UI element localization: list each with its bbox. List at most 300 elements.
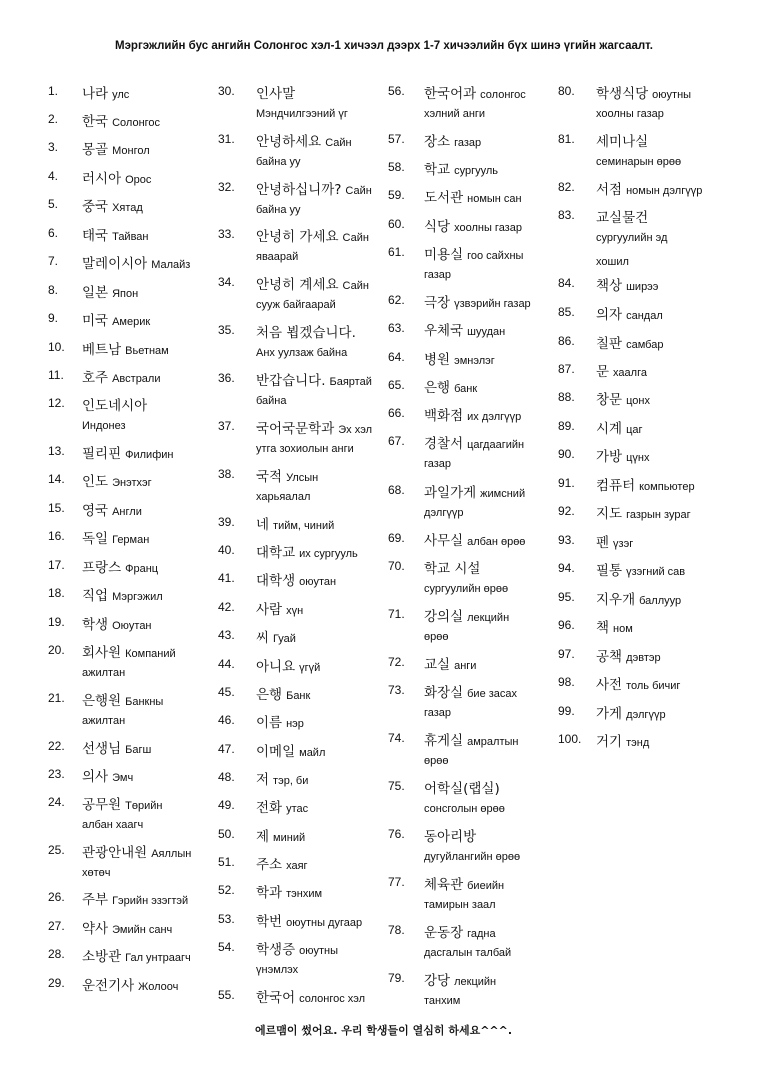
entry-word-line — [424, 432, 524, 452]
entry-word-line — [256, 417, 372, 437]
entry-number: 3. — [48, 140, 59, 154]
mongolian-translation-continuation: Анх уулзаж байна — [256, 347, 348, 359]
entry-number: 12. — [48, 396, 65, 410]
mongolian-translation: үзвэрийн газар — [454, 298, 531, 310]
mongolian-translation-continuation: үнэмлэх — [256, 964, 299, 976]
entry-number: 11. — [48, 368, 64, 382]
entry-word-line — [256, 321, 356, 341]
entry-number: 74. — [388, 731, 405, 745]
korean-word: 교실 — [424, 657, 451, 673]
mongolian-translation: улс — [112, 89, 130, 101]
entry-word-line — [424, 130, 481, 150]
entry-word-line — [424, 557, 480, 577]
entry-word-line — [82, 394, 147, 414]
entry-word-line — [256, 626, 296, 646]
korean-word: 과일가게 — [424, 485, 477, 501]
korean-word: 러시아 — [82, 171, 122, 187]
entry-number: 36. — [218, 371, 235, 385]
korean-word: 태국 — [82, 228, 109, 244]
korean-word: 운전기사 — [82, 978, 135, 994]
vocab-entry-continuation: хошил — [596, 256, 629, 268]
entry-number: 46. — [218, 713, 235, 727]
entry-number: 8. — [48, 283, 59, 297]
entry-word-line — [596, 445, 649, 465]
korean-word: 미국 — [82, 313, 109, 329]
mongolian-translation-continuation: өрөө — [424, 631, 449, 643]
entry-number: 51. — [218, 855, 235, 869]
korean-word: 가게 — [596, 706, 623, 722]
mongolian-translation-continuation: газар — [424, 269, 452, 281]
entry-word-line — [256, 986, 365, 1006]
korean-word: 한국 — [82, 114, 109, 130]
korean-word: 도서관 — [424, 190, 464, 206]
entry-number: 83. — [558, 208, 575, 222]
korean-word: 체육관 — [424, 877, 464, 893]
mongolian-translation: Малайз — [151, 259, 191, 271]
entry-word-line — [596, 730, 649, 750]
korean-word: 은행 — [256, 687, 283, 703]
korean-word: 가방 — [596, 449, 623, 465]
korean-word: 몽골 — [82, 142, 109, 158]
entry-word-line — [424, 921, 496, 941]
entry-word-line — [256, 825, 305, 845]
mongolian-translation: Гал унтраагч — [125, 952, 191, 964]
mongolian-translation: Багш — [125, 744, 152, 756]
entry-word-line — [596, 332, 663, 352]
entry-word-line — [424, 348, 495, 368]
entry-word-line — [424, 481, 525, 501]
entry-word-line — [424, 653, 476, 673]
entry-word-line — [256, 796, 308, 816]
mongolian-translation: цагдаагийн — [467, 439, 525, 451]
entry-word-line — [596, 303, 663, 323]
mongolian-translation: Австрали — [112, 373, 161, 385]
entry-number: 63. — [388, 321, 405, 335]
korean-word: 말레이시아 — [82, 256, 148, 272]
korean-word: 은행 — [424, 380, 451, 396]
entry-number: 78. — [388, 923, 405, 937]
korean-word: 학교 — [424, 162, 451, 178]
mongolian-translation: толь бичиг — [626, 680, 681, 692]
entry-number: 26. — [48, 890, 65, 904]
mongolian-translation-continuation: яваарай — [256, 251, 299, 263]
entry-word-line — [596, 130, 648, 150]
entry-word-line — [256, 513, 334, 533]
entry-word-line — [82, 442, 173, 462]
entry-number: 23. — [48, 767, 65, 781]
mongolian-translation: Баяртай — [329, 376, 372, 388]
mongolian-translation: Компаний — [125, 648, 176, 660]
entry-word-line — [82, 252, 190, 272]
entry-number: 80. — [558, 84, 575, 98]
korean-word: 창문 — [596, 392, 623, 408]
entry-number: 4. — [48, 169, 59, 183]
entry-number: 79. — [388, 971, 405, 985]
mongolian-translation: лекцийн — [467, 612, 510, 624]
korean-word: 학생증 — [256, 942, 296, 958]
entry-number: 67. — [388, 434, 405, 448]
entry-number: 39. — [218, 515, 235, 529]
korean-word: 대학생 — [256, 573, 296, 589]
korean-word: 안녕히 가세요 — [256, 229, 339, 245]
entry-number: 24. — [48, 795, 65, 809]
mongolian-translation: Сайн — [345, 185, 372, 197]
korean-word: 안녕하세요 — [256, 134, 322, 150]
entry-number: 18. — [48, 586, 65, 600]
korean-word: 학생식당 — [596, 86, 649, 102]
mongolian-translation: анги — [454, 660, 477, 672]
korean-word: 미용실 — [424, 247, 464, 263]
mongolian-translation: Тайван — [112, 231, 149, 243]
korean-word: 제 — [256, 829, 270, 845]
entry-word-line — [82, 945, 191, 965]
korean-word: 필통 — [596, 563, 623, 579]
korean-word: 서점 — [596, 182, 623, 198]
korean-word: 주소 — [256, 857, 283, 873]
entry-number: 55. — [218, 988, 235, 1002]
korean-word: 칠판 — [596, 336, 623, 352]
mongolian-translation: Америк — [112, 316, 151, 328]
entry-word-line — [256, 938, 338, 958]
mongolian-translation: газар — [454, 137, 482, 149]
entry-number: 42. — [218, 600, 235, 614]
entry-word-line — [82, 338, 169, 358]
mongolian-translation-continuation: байна уу — [256, 156, 301, 168]
mongolian-translation-continuation: газар — [424, 707, 452, 719]
mongolian-translation: сургууль — [454, 165, 499, 177]
korean-word: 필리핀 — [82, 446, 122, 462]
mongolian-translation: номын дэлгүүр — [626, 185, 703, 197]
entry-number: 31. — [218, 132, 235, 146]
entry-number: 82. — [558, 180, 575, 194]
entry-word-line — [82, 167, 151, 187]
mongolian-translation-continuation: харьяалал — [256, 491, 311, 503]
mongolian-translation-continuation: ажилтан — [82, 667, 126, 679]
entry-number: 59. — [388, 188, 405, 202]
entry-word-line — [424, 376, 477, 396]
entry-number: 17. — [48, 558, 65, 572]
entry-word-line — [256, 225, 369, 245]
mongolian-translation: гадна — [467, 928, 496, 940]
entry-number: 52. — [218, 883, 235, 897]
mongolian-translation: биеийн — [467, 880, 505, 892]
entry-word-line — [256, 569, 336, 589]
korean-word: 공책 — [596, 649, 623, 665]
entry-word-line — [256, 910, 362, 930]
entry-number: 53. — [218, 912, 235, 926]
korean-word: 우체국 — [424, 323, 464, 339]
korean-word: 중국 — [82, 199, 109, 215]
entry-word-line — [82, 82, 129, 102]
mongolian-translation: үзэг — [613, 538, 634, 550]
entry-word-line — [82, 527, 149, 547]
entry-number: 50. — [218, 827, 235, 841]
mongolian-translation: нэр — [286, 718, 304, 730]
entry-word-line — [424, 777, 500, 797]
entry-word-line — [596, 388, 650, 408]
mongolian-translation: Франц — [125, 563, 159, 575]
entry-word-line — [424, 729, 518, 749]
entry-word-line — [256, 655, 320, 675]
entry-word-line — [424, 291, 531, 311]
entry-number: 48. — [218, 770, 235, 784]
korean-word: 소방관 — [82, 949, 122, 965]
korean-word: 학생 — [82, 617, 109, 633]
mongolian-translation: гоо сайхны — [467, 250, 524, 262]
korean-word: 지우개 — [596, 592, 636, 608]
entry-word-line — [424, 873, 504, 893]
entry-number: 73. — [388, 683, 405, 697]
entry-number: 99. — [558, 704, 575, 718]
entry-word-line — [256, 740, 325, 760]
mongolian-translation: Орос — [125, 174, 152, 186]
mongolian-translation: тэнхим — [286, 888, 323, 900]
entry-number: 47. — [218, 742, 235, 756]
entry-word-line — [256, 82, 295, 102]
mongolian-translation-continuation: байна — [256, 395, 287, 407]
korean-word: 씨 — [256, 630, 270, 646]
entry-number: 66. — [388, 406, 405, 420]
entry-word-line — [256, 683, 310, 703]
entry-word-line — [256, 853, 308, 873]
entry-word-line — [424, 82, 526, 102]
mongolian-translation: Сайн — [342, 280, 369, 292]
entry-word-line — [82, 195, 143, 215]
mongolian-translation-continuation: Мэндчилгээний үг — [256, 108, 348, 120]
korean-word: 대학교 — [256, 545, 296, 561]
entry-number: 2. — [48, 112, 59, 126]
korean-word: 어학실(랩실) — [424, 781, 500, 797]
mongolian-translation: Филифин — [125, 449, 174, 461]
entry-number: 6. — [48, 226, 59, 240]
entry-word-line — [256, 465, 318, 485]
entry-word-line — [596, 274, 658, 294]
entry-word-line — [82, 793, 162, 813]
korean-word: 지도 — [596, 506, 623, 522]
korean-word: 교실물건 — [596, 210, 649, 226]
entry-word-line — [596, 82, 691, 102]
mongolian-translation: жимсний — [480, 488, 526, 500]
entry-number: 91. — [558, 476, 575, 490]
mongolian-translation-continuation: ажилтан — [82, 715, 126, 727]
mongolian-translation-continuation: хөтөч — [82, 867, 111, 879]
entry-number: 57. — [388, 132, 405, 146]
korean-word: 경찰서 — [424, 436, 464, 452]
entry-number: 97. — [558, 647, 575, 661]
entry-word-line — [596, 206, 648, 226]
mongolian-translation-continuation: утга зохиолын анги — [256, 443, 354, 455]
korean-word: 안녕히 계세요 — [256, 277, 339, 293]
entry-number: 40. — [218, 543, 235, 557]
entry-word-line — [256, 369, 372, 389]
entry-word-line — [82, 737, 151, 757]
entry-number: 92. — [558, 504, 575, 518]
mongolian-translation: оюутны дугаар — [286, 917, 363, 929]
korean-word: 베트남 — [82, 342, 122, 358]
entry-number: 96. — [558, 618, 575, 632]
korean-word: 의사 — [82, 769, 109, 785]
mongolian-translation: Гэрийн эзэгтэй — [112, 895, 189, 907]
entry-number: 34. — [218, 275, 235, 289]
entry-number: 32. — [218, 180, 235, 194]
entry-number: 5. — [48, 197, 59, 211]
korean-word: 화장실 — [424, 685, 464, 701]
entry-number: 14. — [48, 472, 65, 486]
mongolian-translation: их дэлгүүр — [467, 411, 522, 423]
entry-word-line — [82, 366, 161, 386]
korean-word: 문 — [596, 364, 610, 380]
entry-number: 58. — [388, 160, 405, 174]
mongolian-translation-continuation: сургуулийн өрөө — [424, 583, 509, 595]
korean-word: 사무실 — [424, 533, 464, 549]
entry-number: 30. — [218, 84, 235, 98]
entry-word-line — [596, 616, 633, 636]
entry-number: 61. — [388, 245, 405, 259]
mongolian-translation-continuation: хэлний анги — [424, 108, 486, 120]
korean-word: 책 — [596, 620, 610, 636]
korean-word: 프랑스 — [82, 560, 122, 576]
mongolian-translation: дэлгүүр — [626, 709, 666, 721]
korean-word: 세미나실 — [596, 134, 649, 150]
korean-word: 의자 — [596, 307, 623, 323]
korean-word: 학교 시설 — [424, 561, 481, 577]
entry-number: 84. — [558, 276, 575, 290]
entry-number: 64. — [388, 350, 405, 364]
entry-word-line — [82, 138, 150, 158]
mongolian-translation: оюутны — [652, 89, 692, 101]
mongolian-translation: баллуур — [639, 595, 682, 607]
mongolian-translation: цонх — [626, 395, 650, 407]
korean-word: 학번 — [256, 914, 283, 930]
entry-number: 1. — [48, 84, 59, 98]
mongolian-translation-continuation: дасгалын талбай — [424, 947, 512, 959]
entry-number: 60. — [388, 217, 405, 231]
entry-word-line — [82, 641, 176, 661]
mongolian-translation: ном — [613, 623, 633, 635]
entry-number: 85. — [558, 305, 575, 319]
entry-word-line — [256, 130, 352, 150]
entry-word-line — [82, 888, 188, 908]
korean-word: 독일 — [82, 531, 109, 547]
korean-word: 펜 — [596, 535, 610, 551]
entry-number: 86. — [558, 334, 575, 348]
mongolian-translation: солонгос — [480, 89, 526, 101]
mongolian-translation: газрын зураг — [626, 509, 691, 521]
mongolian-translation-continuation: сургуулийн эд — [596, 232, 668, 244]
entry-word-line — [82, 309, 150, 329]
korean-word: 한국어 — [256, 990, 296, 1006]
entry-number: 81. — [558, 132, 575, 146]
entry-word-line — [82, 556, 158, 576]
mongolian-translation: Эх хэл — [338, 424, 373, 436]
mongolian-translation: Аяллын — [151, 848, 192, 860]
entry-number: 88. — [558, 390, 575, 404]
mongolian-translation: Эмч — [112, 772, 134, 784]
mongolian-translation: амралтын — [467, 736, 519, 748]
mongolian-translation: Англи — [112, 506, 142, 518]
entry-number: 15. — [48, 501, 65, 515]
entry-word-line — [424, 186, 522, 206]
mongolian-translation: хүн — [286, 605, 304, 617]
mongolian-translation: Вьетнам — [125, 345, 169, 357]
mongolian-translation: Энэтхэг — [112, 477, 152, 489]
mongolian-translation: дэвтэр — [626, 652, 661, 664]
korean-word: 반갑습니다. — [256, 373, 326, 389]
entry-number: 21. — [48, 691, 65, 705]
entry-word-line — [596, 588, 681, 608]
mongolian-translation: лекцийн — [454, 976, 497, 988]
korean-word: 회사원 — [82, 645, 122, 661]
entry-number: 13. — [48, 444, 65, 458]
mongolian-translation-continuation: газар — [424, 458, 452, 470]
entry-word-line — [424, 243, 523, 263]
entry-word-line — [596, 531, 633, 551]
korean-word: 강의실 — [424, 609, 464, 625]
mongolian-translation: Мэргэжил — [112, 591, 163, 603]
korean-word: 국어국문학과 — [256, 421, 335, 437]
entry-number: 28. — [48, 947, 65, 961]
entry-word-line — [82, 470, 152, 490]
entry-number: 65. — [388, 378, 405, 392]
mongolian-translation: оюутан — [299, 576, 337, 588]
mongolian-translation: шуудан — [467, 326, 506, 338]
korean-word: 인도 — [82, 474, 109, 490]
mongolian-translation: солонгос хэл — [299, 993, 366, 1005]
entry-number: 77. — [388, 875, 405, 889]
entry-word-line — [424, 969, 496, 989]
korean-word: 주부 — [82, 892, 109, 908]
entry-word-line — [82, 974, 178, 994]
entry-word-line — [82, 613, 152, 633]
korean-word: 운동장 — [424, 925, 464, 941]
mongolian-translation: Монгол — [112, 145, 150, 157]
korean-word: 사람 — [256, 602, 283, 618]
mongolian-translation: Улсын — [286, 472, 319, 484]
entry-number: 25. — [48, 843, 65, 857]
mongolian-translation: Банк — [286, 690, 311, 702]
mongolian-translation: банк — [454, 383, 478, 395]
page-title: Мэргэжлийн бус ангийн Солонгос хэл-1 хичээл дээрх 1-7 хичээлийн бүх шинэ үгийн жагсаалт. — [114, 40, 653, 52]
entry-word-line — [256, 178, 372, 198]
korean-word: 인사말 — [256, 86, 296, 102]
mongolian-translation: Хятад — [112, 202, 143, 214]
entry-number: 41. — [218, 571, 235, 585]
entry-number: 94. — [558, 561, 575, 575]
korean-word: 인도네시아 — [82, 398, 148, 414]
entry-number: 9. — [48, 311, 59, 325]
entry-number: 29. — [48, 976, 65, 990]
entry-word-line — [82, 689, 163, 709]
mongolian-translation-continuation: байна уу — [256, 204, 301, 216]
mongolian-translation: Төрийн — [125, 800, 163, 812]
mongolian-translation: Сайн — [325, 137, 352, 149]
mongolian-translation: үзэгний сав — [626, 566, 686, 578]
mongolian-translation: Герман — [112, 534, 150, 546]
mongolian-translation: цүнх — [626, 452, 650, 464]
entry-word-line — [82, 917, 172, 937]
entry-number: 27. — [48, 919, 65, 933]
korean-word: 휴게실 — [424, 733, 464, 749]
mongolian-translation: цаг — [626, 424, 643, 436]
mongolian-translation: Япон — [112, 288, 139, 300]
mongolian-translation: эмнэлэг — [454, 355, 495, 367]
entry-word-line — [82, 281, 138, 301]
korean-word: 사전 — [596, 677, 623, 693]
mongolian-translation: Эмийн санч — [112, 924, 173, 936]
mongolian-translation: компьютер — [639, 481, 695, 493]
entry-word-line — [82, 765, 133, 785]
korean-word: 국적 — [256, 469, 283, 485]
